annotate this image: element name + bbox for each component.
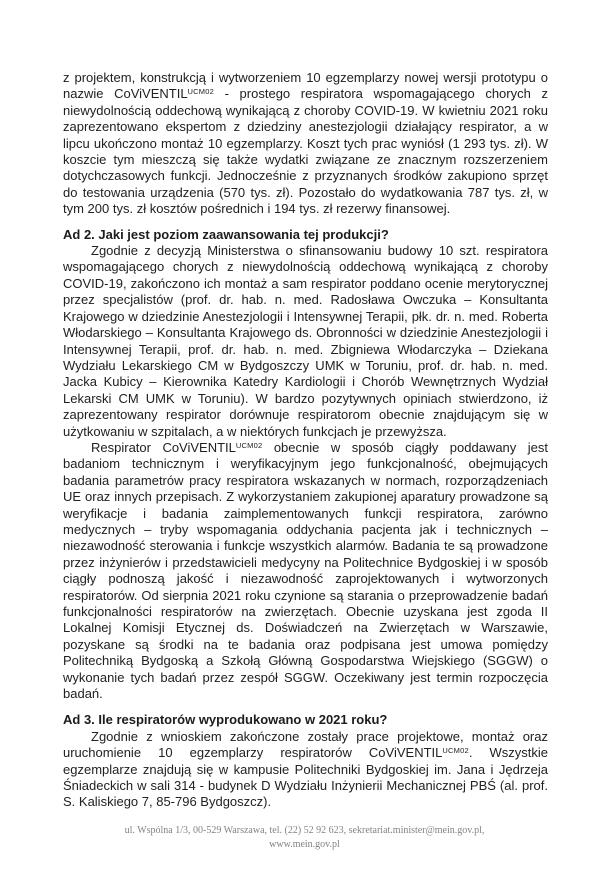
paragraph-3-text-continued: obecnie w sposób ciągły poddawany jest badaniom technicznym i weryfikacyjnym jego funkcjonalność, obejmujących badania parametrów pracy respiratora wskazanych w normach, rozporządzeniach UE oraz innych przepisach. Z wykorzystaniem zakupionej aparatury prowadzone są weryfikacje i badania zaimplementowanych funkcji respiratora, zarówno medycznych – tryby wspomagania oddychania pacjenta jak i technicznych – niezawodność sterowania i funkcje wszystkich alarmów. Badania te są prowadzone przez inżynierów i przedstawicieli medycyny na Politechnice Bydgoskiej i w sposób ciągły podnoszą jakość i niezawodność zaprojektowanych i wytworzonych respiratorów. Od sierpnia 2021 roku czynione są starania o przeprowadzenie badań funkcjonalności respiratorów na zwierzętach. Obecnie uzyskana jest zgoda II Lokalnej Komisji Etycznej ds. Doświadczeń na Zwierzętach w Warszawie, pozyskane są środki na te badania oraz podpisana jest umowa pomiędzy Politechniką Bydgoską a Szkołą Główną Gospodarstwa Wiejskiego (SGGW) o wykonanie tych badań przez zespół SGGW. Oczekiwany jest termin rozpoczęcia badań. xyxy=(63,439,548,702)
paragraph-3-text: Respirator CoViVENTIL xyxy=(91,439,236,455)
section-heading-ad3: Ad 3. Ile respiratorów wyprodukowano w 2021 roku? xyxy=(63,712,388,728)
footer-website: www.mein.gov.pl xyxy=(269,838,340,850)
paragraph-1-text-continued: - prostego respiratora wspomagającego chorych z niewydolnością oddechową wynikającą z choroby COVID-19. W kwietniu 2021 roku zaprezentowano ekspertom z dziedziny anestezjologii działający respirator, a w lipcu ukończono montaż 10 egzemplarzy. Koszt tych prac wyniósł (1 293 tys. zł). W koszcie tym mieszczą się także wydatki związane ze znacznym rozszerzeniem dotychczasowych funkcji. Jednocześnie z przyznanych środków zakupiono sprzęt do testowania urządzenia (570 tys. zł). Pozostało do wydatkowania 787 tys. zł, w tym 200 tys. zł kosztów pośrednich i 194 tys. zł rezerwy finansowej. xyxy=(63,86,548,217)
body-paragraph-2: Zgodnie z decyzją Ministerstwa o sfinansowaniu budowy 10 szt. respiratora wspomagającego chorych z niewydolnością oddechową wynikającą z choroby COVID-19, zakończono ich montaż a sam respirator poddano ocenie merytorycznej przez specjalistów (prof. dr. hab. n. med. Radosława Owczuka – Konsultanta Krajowego w dziedzinie Anestezjologii i Intensywnej Terapii, płk. dr. n. med. Roberta Włodarskiego – Konsultanta Krajowego ds. Obronności w dziedzinie Anestezjologii i Intensywnej Terapii, prof. dr. hab. n. med. Zbigniewa Włodarczyka – Dziekana Wydziału Lekarskiego CM w Bydgoszczy UMK w Toruniu, prof. dr. hab. n. med. Jacka Kubicy – Kierownika Katedry Kardiologii i Chorób Wewnętrznych Wydział Lekarski CM UMK w Toruniu). W bardzo pozytywnych opiniach stwierdzono, iż zaprezentowany respirator dorównuje respiratorom obecnie znajdującym się w użytkowaniu w szpitalach, a w niektórych funkcjach je przewyższa. xyxy=(63,243,548,439)
footer-address-line: ul. Wspólna 1/3, 00-529 Warszawa, tel. (22) 52 92 623, sekretariat.minister@mein.gov.pl, xyxy=(124,825,485,836)
body-paragraph-4 xyxy=(63,729,548,811)
paragraph-4-text: Zgodnie z wnioskiem zakończone zostały prace projektowe, montaż oraz uruchomienie 10 egzemplarzy respiratorów CoViVENTIL xyxy=(63,728,548,761)
body-paragraph-3 xyxy=(63,440,548,703)
paragraph-1-text: z projektem, konstrukcją i wytworzeniem 10 egzemplarzy nowej wersji prototypu o nazwie CoViVENTIL xyxy=(63,70,548,102)
body-paragraph-1 xyxy=(63,70,548,218)
section-heading-ad2: Ad 2. Jaki jest poziom zaawansowania tej produkcji? xyxy=(63,226,389,242)
superscript-ucm02: UCM02 xyxy=(187,87,214,97)
page-footer xyxy=(0,824,609,851)
superscript-ucm02: UCM02 xyxy=(442,746,469,756)
superscript-ucm02: UCM02 xyxy=(235,440,263,450)
document-body xyxy=(63,70,548,811)
paragraph-4-text-continued: . Wszystkie egzemplarze znajdują się w kampusie Politechniki Bydgoskiej im. Jana i Jędrzeja Śniadeckich w sali 314 - budynek D Wydziału Inżynierii Mechanicznej PBŚ (al. prof. S. Kaliskiego 7, 85-796 Bydgoszcz). xyxy=(63,745,548,810)
